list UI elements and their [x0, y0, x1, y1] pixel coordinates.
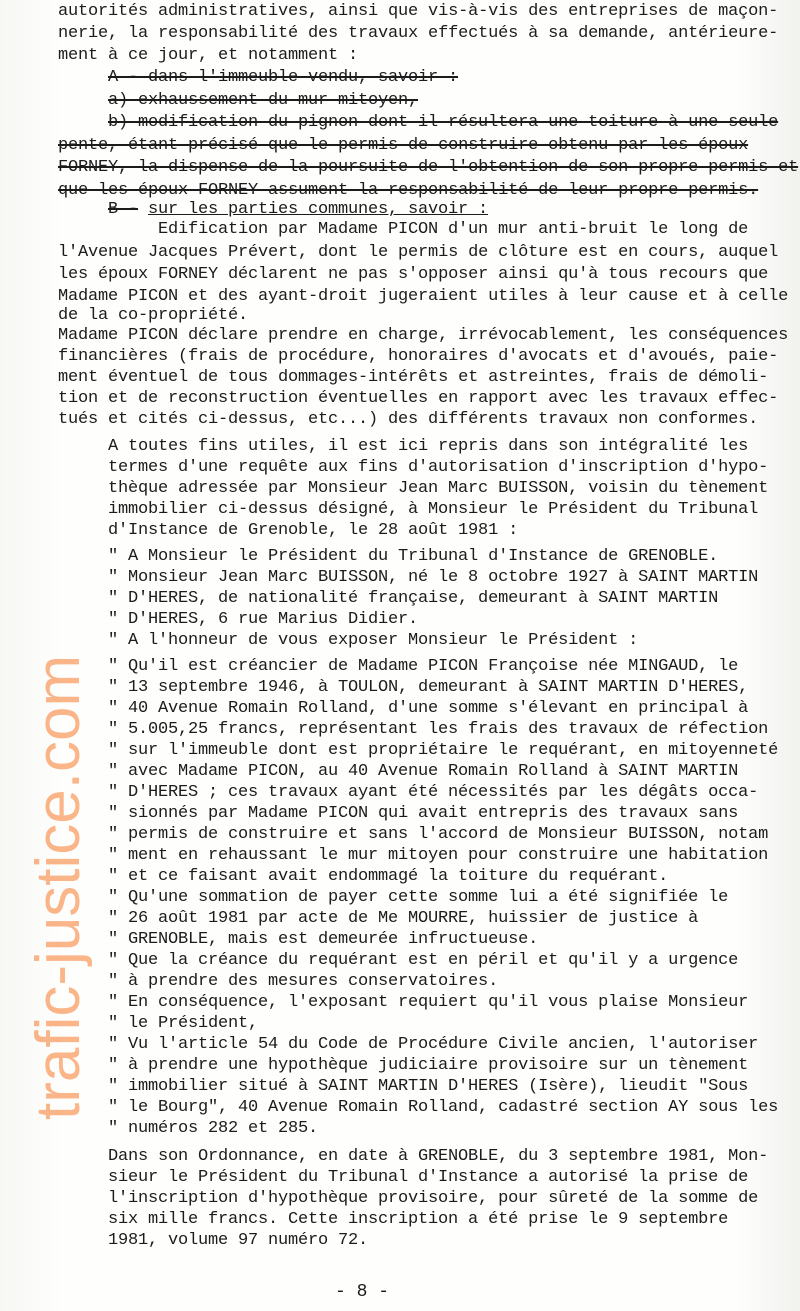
quoted-line: " à prendre une hypothèque judiciaire provisoire sur un tènement [108, 1056, 749, 1075]
text-line: sieur le Président du Tribunal d'Instance a autorisé la prise de [108, 1168, 749, 1187]
quoted-line: " Qu'une sommation de payer cette somme lui a été signifiée le [108, 888, 729, 907]
text-line: l'inscription d'hypothèque provisoire, pour sûreté de la somme de [108, 1189, 759, 1208]
text-line: A toutes fins utiles, il est ici repris dans son intégralité les [108, 437, 749, 456]
quoted-line: " permis de construire et sans l'accord de Monsieur BUISSON, notam [108, 825, 769, 844]
quoted-line: " sur l'immeuble dont est propriétaire le requérant, en mitoyenneté [108, 741, 779, 760]
page-number: - 8 - [335, 1282, 390, 1302]
text-line: Dans son Ordonnance, en date à GRENOBLE, du 3 septembre 1981, Mon- [108, 1147, 769, 1166]
quoted-line: " A l'honneur de vous exposer Monsieur le Président : [108, 631, 639, 650]
text-line: ment éventuel de tous dommages-intérêts et astreintes, frais de démoli- [58, 368, 769, 387]
text-line: 1981, volume 97 numéro 72. [108, 1231, 369, 1250]
quoted-line: " Monsieur Jean Marc BUISSON, né le 8 octobre 1927 à SAINT MARTIN [108, 568, 759, 587]
text-line: Madame PICON et des ayant-droit jugeraient utiles à leur cause et à celle [58, 287, 789, 306]
struck-section-letter: B - [108, 200, 139, 219]
text-line: six mille francs. Cette inscription a été prise le 9 septembre [108, 1210, 729, 1229]
text-line: les époux FORNEY déclarent ne pas s'opposer ainsi qu'à tous recours que [58, 265, 769, 284]
struck-line: FORNEY, la dispense de la poursuite de l'obtention de son propre permis et [58, 158, 799, 177]
text-line: de la co-propriété. [58, 306, 249, 325]
quoted-line: " sionnés par Madame PICON qui avait entrepris des travaux sans [108, 804, 739, 823]
quoted-line: " En conséquence, l'exposant requiert qu'il vous plaise Monsieur [108, 993, 749, 1012]
struck-line: b) modification du pignon dont il résultera une toiture à une seule [108, 113, 779, 132]
struck-line: pente, étant précisé que le permis de construire obtenu par les époux [58, 136, 749, 155]
text-line: ment à ce jour, et notamment : [58, 46, 359, 65]
quoted-line: " 26 août 1981 par acte de Me MOURRE, huissier de justice à [108, 909, 699, 928]
quoted-line: " Qu'il est créancier de Madame PICON Françoise née MINGAUD, le [108, 657, 739, 676]
text-line: l'Avenue Jacques Prévert, dont le permis de clôture est en cours, auquel [58, 243, 779, 262]
text-line: d'Instance de Grenoble, le 28 août 1981 : [108, 521, 519, 540]
quoted-line: " 13 septembre 1946, à TOULON, demeurant à SAINT MARTIN D'HERES, [108, 678, 749, 697]
watermark: trafic-justice.com [24, 654, 93, 1120]
text-line: immobilier ci-dessus désigné, à Monsieur le Président du Tribunal [108, 500, 759, 519]
text-line: nerie, la responsabilité des travaux effectués à sa demande, antérieure- [58, 24, 779, 43]
quoted-line: " Vu l'article 54 du Code de Procédure Civile ancien, l'autoriser [108, 1035, 759, 1054]
quoted-line: " D'HERES, de nationalité française, demeurant à SAINT MARTIN [108, 589, 719, 608]
quoted-line: " numéros 282 et 285. [108, 1119, 319, 1138]
quoted-line: " avec Madame PICON, au 40 Avenue Romain Rolland à SAINT MARTIN [108, 762, 739, 781]
section-heading: sur les parties communes, savoir : [148, 200, 489, 219]
quoted-line: " A Monsieur le Président du Tribunal d'Instance de GRENOBLE. [108, 547, 719, 566]
text-line: tion et de reconstruction éventuelles en rapport avec les travaux effec- [58, 389, 779, 408]
text-line: Madame PICON déclare prendre en charge, irrévocablement, les conséquences [58, 326, 789, 345]
text-line: termes d'une requête aux fins d'autorisation d'inscription d'hypo- [108, 458, 769, 477]
text-line: financières (frais de procédure, honoraires d'avocats et d'avoués, paie- [58, 347, 779, 366]
quoted-line: " D'HERES, 6 rue Marius Didier. [108, 610, 419, 629]
quoted-line: " à prendre des mesures conservatoires. [108, 972, 499, 991]
quoted-line: " et ce faisant avait endommagé la toiture du requérant. [108, 867, 669, 886]
quoted-line: " ment en rehaussant le mur mitoyen pour construire une habitation [108, 846, 769, 865]
text-line: autorités administratives, ainsi que vis-à-vis des entreprises de maçon- [58, 2, 779, 21]
text-line: Edification par Madame PICON d'un mur anti-bruit le long de [158, 220, 749, 239]
quoted-line: " D'HERES ; ces travaux ayant été nécessités par les dégâts occa- [108, 783, 759, 802]
struck-line: a) exhaussement du mur mitoyen, [108, 91, 419, 110]
struck-line: que les époux FORNEY assument la responsabilité de leur propre permis. [58, 181, 759, 200]
text-line: tués et cités ci-dessus, etc...) des différents travaux non conformes. [58, 410, 759, 429]
quoted-line: " le Président, [108, 1014, 259, 1033]
quoted-line: " 40 Avenue Romain Rolland, d'une somme s'élevant en principal à [108, 699, 749, 718]
quoted-line: " immobilier situé à SAINT MARTIN D'HERES (Isère), lieudit "Sous [108, 1077, 749, 1096]
quoted-line: " Que la créance du requérant est en péril et qu'il y a urgence [108, 951, 739, 970]
struck-line: A - dans l'immeuble vendu, savoir : [108, 68, 459, 87]
text-line: thèque adressée par Monsieur Jean Marc BUISSON, voisin du tènement [108, 479, 769, 498]
quoted-line: " le Bourg", 40 Avenue Romain Rolland, cadastré section AY sous les [108, 1098, 779, 1117]
quoted-line: " 5.005,25 francs, représentant les frais des travaux de réfection [108, 720, 769, 739]
quoted-line: " GRENOBLE, mais est demeurée infructueuse. [108, 930, 539, 949]
